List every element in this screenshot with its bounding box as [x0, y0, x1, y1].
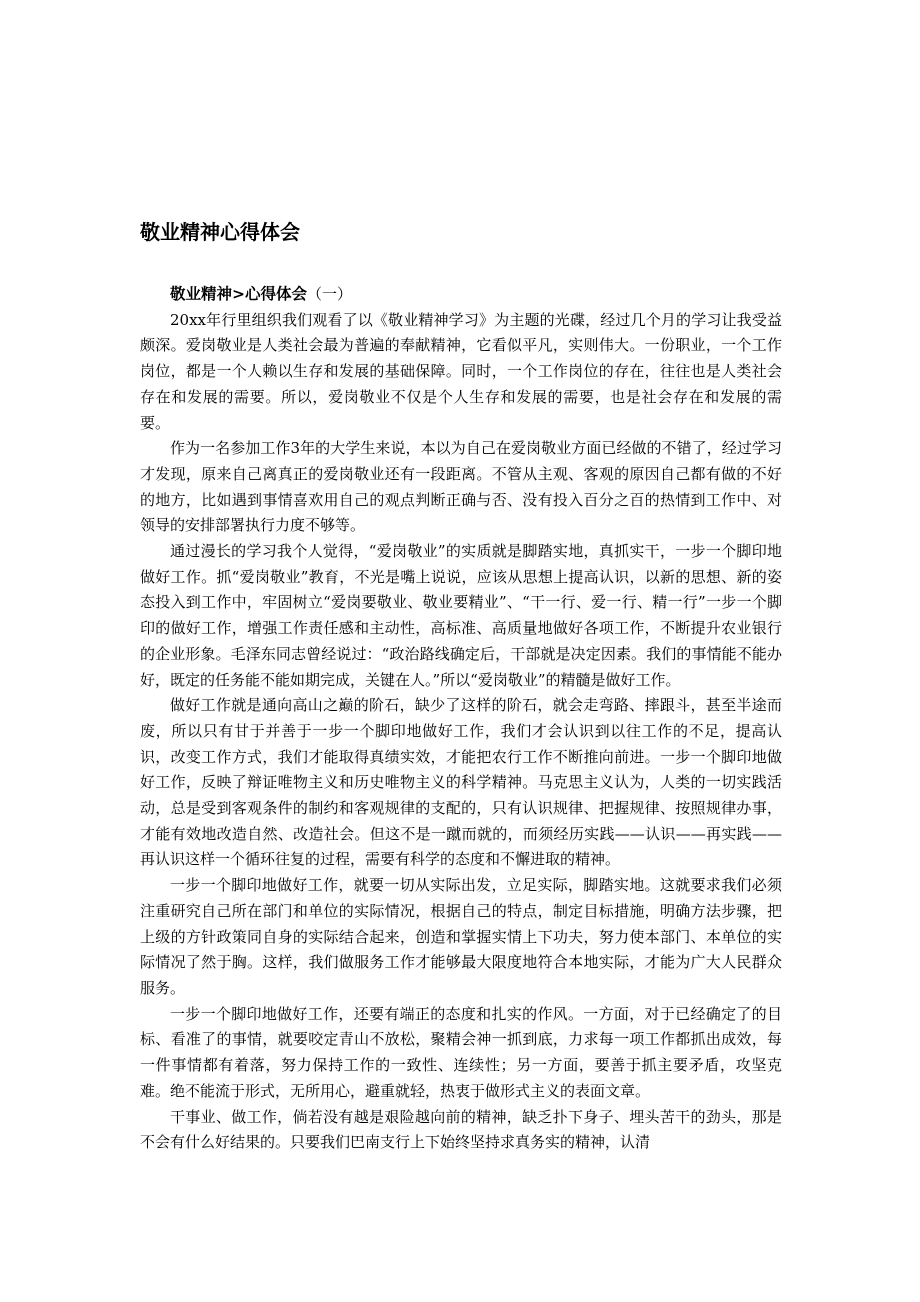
paragraph: 做好工作就是通向高山之巅的阶石，缺少了这样的阶石，就会走弯路、摔跟斗，甚至半途而废，所以只有甘于并善于一步一个脚印地做好工作，我们才会认识到以往工作的不足，提高认识，改变工作方式，我们才能取得真绩实效，才能把农行工作不断推向前进。一步一个脚印地做好工作，反映了辩证唯物主义和历史唯物主义的科学精神。马克思主义认为，人类的一切实践活动，总是受到客观条件的制约和客观规律的支配的，只有认识规律、把握规律、按照规律办事，才能有效地改造自然、改造社会。但这不是一蹴而就的，而须经历实践——认识——再实践——再认识这样一个循环往复的过程，需要有科学的态度和不懈进取的精神。 [140, 696, 782, 869]
section-heading-main: 敬业精神>心得体会 [170, 285, 307, 303]
paragraph: 作为一名参加工作3年的大学生来说，本以为自己在爱岗敬业方面已经做的不错了，经过学习才发现，原来自己离真正的爱岗敬业还有一段距离。不管从主观、客观的原因自己都有做的不好的地方，比如遇到事情喜欢用自己的观点判断正确与否、没有投入百分之百的热情到工作中、对领导的安排部署执行力度不够等。 [140, 439, 782, 535]
section-heading-suffix: （一） [307, 285, 353, 303]
paragraph: 一步一个脚印地做好工作，还要有端正的态度和扎实的作风。一方面，对于已经确定了的目标、看准了的事情，就要咬定青山不放松，聚精会神一抓到底，力求每一项工作都抓出成效，每一件事情都有着落，努力保持工作的一致性、连续性；另一方面，要善于抓主要矛盾，攻坚克难。绝不能流于形式，无所用心，避重就轻，热衷于做形式主义的表面文章。 [140, 1004, 782, 1100]
paragraph: 干事业、做工作，倘若没有越是艰险越向前的精神，缺乏扑下身子、埋头苦干的劲头，那是不会有什么好结果的。只要我们巴南支行上下始终坚持求真务实的精神，认清 [140, 1107, 782, 1152]
document-title: 敬业精神心得体会 [140, 220, 300, 244]
document-body [140, 282, 782, 1156]
paragraph: 一步一个脚印地做好工作，就要一切从实际出发，立足实际，脚踏实地。这就要求我们必须注重研究自己所在部门和单位的实际情况，根据自己的特点，制定目标措施，明确方法步骤，把上级的方针政策同自身的实际结合起来，创造和掌握实情上下功夫，努力使本部门、本单位的实际情况了然于胸。这样，我们做服务工作才能够最大限度地符合本地实际，才能为广大人民群众服务。 [140, 876, 782, 997]
section-heading [140, 282, 782, 308]
paragraph: 通过漫长的学习我个人觉得，“爱岗敬业”的实质就是脚踏实地，真抓实干，一步一个脚印地做好工作。抓“爱岗敬业”教育，不光是嘴上说说，应该从思想上提高认识，以新的思想、新的姿态投入到工作中，牢固树立“爱岗要敬业、敬业要精业”、“干一行、爱一行、精一行”一步一个脚印的做好工作，增强工作责任感和主动性，高标准、高质量地做好各项工作，不断提升农业银行的企业形象。毛泽东同志曾经说过：“政治路线确定后，干部就是决定因素。我们的事情能不能办好，既定的任务能不能如期完成，关键在人。”所以“爱岗敬业”的精髓是做好工作。 [140, 542, 782, 689]
paragraph: 20xx年行里组织我们观看了以《敬业精神学习》为主题的光碟，经过几个月的学习让我受益颇深。爱岗敬业是人类社会最为普遍的奉献精神，它看似平凡，实则伟大。一份职业，一个工作岗位，都是一个人赖以生存和发展的基础保障。同时，一个工作岗位的存在，往往也是人类社会存在和发展的需要。所以，爱岗敬业不仅是个人生存和发展的需要，也是社会存在和发展的需要。 [140, 310, 782, 432]
